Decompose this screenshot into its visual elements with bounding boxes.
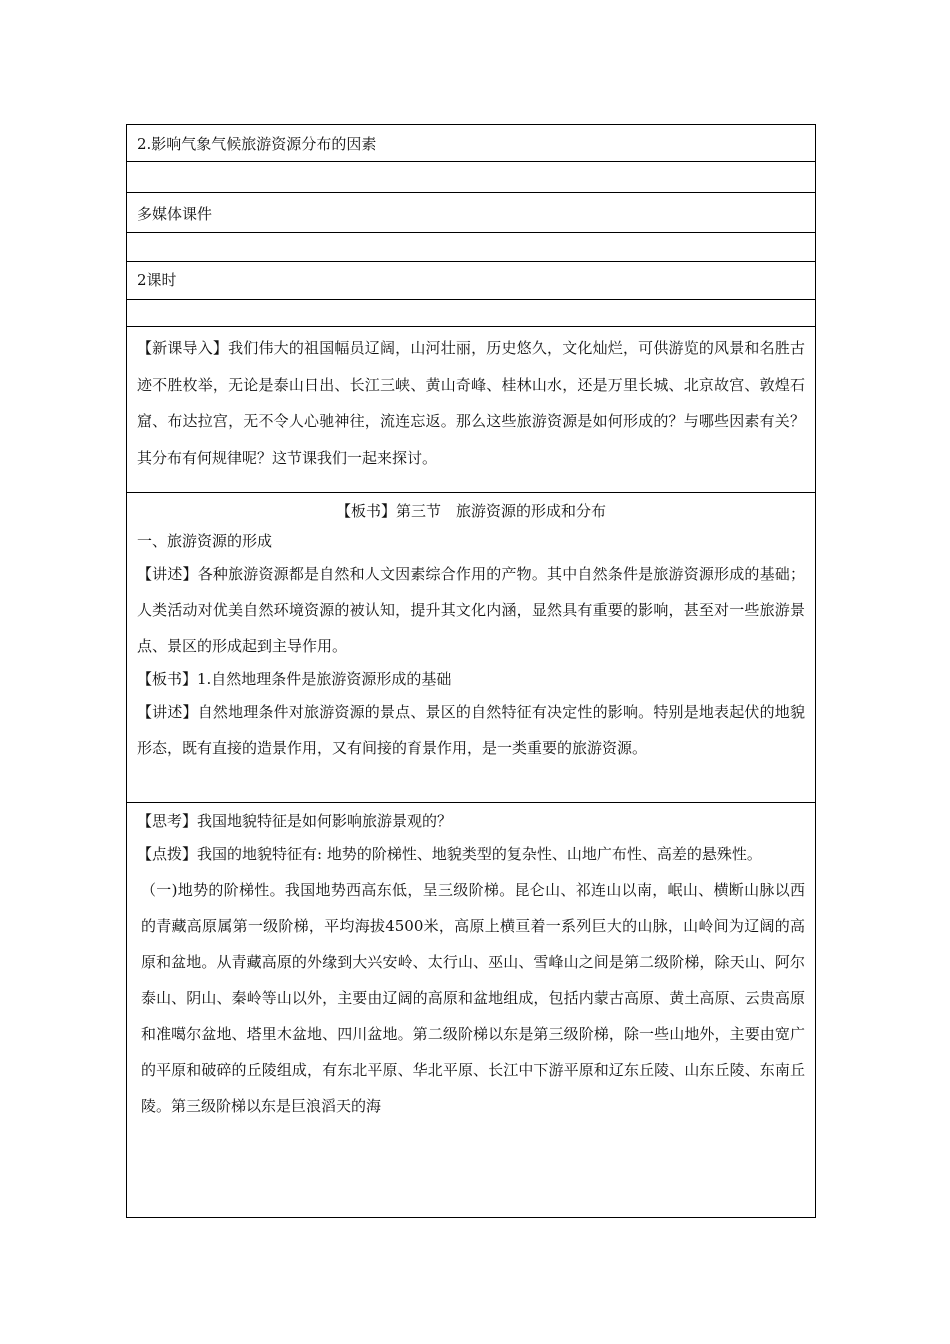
section-heading: 一、旅游资源的形成 bbox=[137, 532, 273, 550]
factor-text: 2.影响气象气候旅游资源分布的因素 bbox=[137, 135, 377, 153]
think-question: 【思考】我国地貌特征是如何影响旅游景观的？ bbox=[137, 812, 453, 830]
media-text: 多媒体课件 bbox=[137, 205, 213, 223]
board-point: 【板书】1.自然地理条件是旅游资源形成的基础 bbox=[137, 670, 452, 688]
lesson-plan-table bbox=[126, 124, 816, 1218]
time-row bbox=[127, 262, 815, 300]
empty-row bbox=[127, 233, 815, 262]
board-title: 【板书】第三节 旅游资源的形成和分布 bbox=[335, 502, 606, 520]
empty-row bbox=[127, 300, 815, 327]
terrain-paragraph: （一)地势的阶梯性。我国地势西高东低，呈三级阶梯。昆仑山、祁连山以南，岷山、横断山脉以西的青藏高原属第一级阶梯，平均海拔4500米，高原上横亘着一系列巨大的山脉，山岭间为辽阔的高原和盆地。从青藏高原的外缘到大兴安岭、太行山、巫山、雪峰山之间是第二级阶梯，除天山、阿尔泰山、阴山、秦岭等山以外，主要由辽阔的高原和盆地组成，包括内蒙古高原、黄土高原、云贵高原和准噶尔盆地、塔里木盆地、四川盆地。第二级阶梯以东是第三级阶梯，除一些山地外，主要由宽广的平原和破碎的丘陵组成，有东北平原、华北平原、长江中下游平原和辽东丘陵、山东丘陵、东南丘陵。第三级阶梯以东是巨浪滔天的海 bbox=[141, 881, 805, 1115]
formation-row bbox=[127, 493, 815, 803]
hint-paragraph: 【点拨】我国的地貌特征有: 地势的阶梯性、地貌类型的复杂性、山地广布性、高差的悬殊性。 bbox=[137, 845, 762, 863]
media-row bbox=[127, 193, 815, 233]
lecture-paragraph: 【讲述】各种旅游资源都是自然和人文因素综合作用的产物。其中自然条件是旅游资源形成的基础；人类活动对优美自然环境资源的被认知，提升其文化内涵，显然具有重要的影响，甚至对一些旅游景点、景区的形成起到主导作用。 bbox=[137, 565, 805, 655]
intro-paragraph: 【新课导入】我们伟大的祖国幅员辽阔，山河壮丽，历史悠久，文化灿烂，可供游览的风景和名胜古迹不胜枚举，无论是泰山日出、长江三峡、黄山奇峰、桂林山水，还是万里长城、北京故宫、敦煌石窟、布达拉宫，无不令人心驰神往，流连忘返。那么这些旅游资源是如何形成的？与哪些因素有关？其分布有何规律呢？这节课我们一起来探讨。 bbox=[137, 339, 805, 467]
factor-row bbox=[127, 125, 815, 162]
intro-row bbox=[127, 327, 815, 493]
landform-row bbox=[127, 803, 815, 1217]
lecture-paragraph: 【讲述】自然地理条件对旅游资源的景点、景区的自然特征有决定性的影响。特别是地表起伏的地貌形态，既有直接的造景作用，又有间接的育景作用，是一类重要的旅游资源。 bbox=[137, 703, 805, 757]
empty-row bbox=[127, 162, 815, 193]
time-text: 2课时 bbox=[137, 271, 177, 289]
